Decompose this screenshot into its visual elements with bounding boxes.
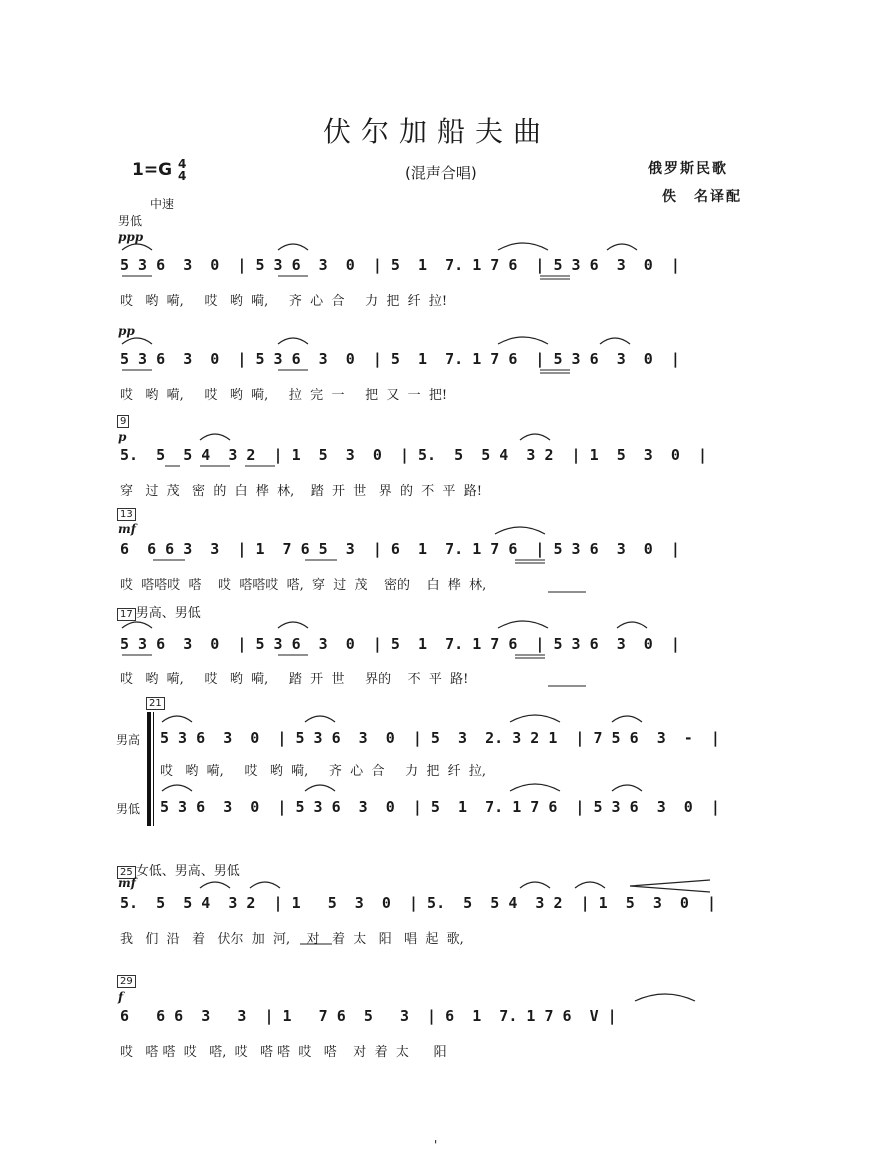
lyric-line: 哎 哟 嗬, 哎 哟 嗬, 齐 心 合 力 把 纤 拉, [160,764,487,779]
notation-line: 5 3 6 3 0 | 5 3 6 3 0 | 5 3 2. 3 2 1 | 7 5 6 3 - | [160,729,720,747]
lyric-line: 哎 嗒 嗒 哎 嗒, 哎 嗒 嗒 哎 嗒 对 着 太 阳 [120,1045,447,1060]
dynamic-mark: mf [118,522,136,536]
measure-number: 17 [117,608,136,621]
subtitle: (混声合唱) [405,164,477,182]
time-signature: 4 4 [178,157,187,183]
notation-line: 5 3 6 3 0 | 5 3 6 3 0 | 5 1 7. 1 7 6 | 5 3 6 3 0 | [120,635,680,653]
part-label: 男低 [116,802,141,816]
notation-line: 5 3 6 3 0 | 5 3 6 3 0 | 5 1 7. 1 7 6 | 5 3 6 3 0 | [160,798,720,816]
key-text: 1=G [132,160,173,180]
lyric-line: 穿 过 茂 密 的 白 桦 林, 踏 开 世 界 的 不 平 路! [120,484,482,499]
lyric-line: 我 们 沿 着 伏尔 加 河, 对 着 太 阳 唱 起 歌, [120,932,464,947]
notation-line: 5. 5 5 4 3 2 | 1 5 3 0 | 5. 5 5 4 3 2 | 1 5 3 0 | [120,446,707,464]
notation-line: 5 3 6 3 0 | 5 3 6 3 0 | 5 1 7. 1 7 6 | 5 3 6 3 0 | [120,350,680,368]
measure-number: 29 [117,975,136,988]
dynamic-mark: p [118,430,127,444]
part-label: 男高、男低 [135,606,201,621]
notation-line: 5 3 6 3 0 | 5 3 6 3 0 | 5 1 7. 1 7 6 | 5 3 6 3 0 | [120,256,680,274]
measure-number: 13 [117,508,136,521]
dynamic-mark: pp [118,324,135,338]
dynamic-mark: ppp [118,230,144,244]
measure-number: 9 [117,415,129,428]
notation-line: 6 6 6 3 3 | 1 7 6 5 3 | 6 1 7. 1 7 6 | 5 3 6 3 0 | [120,540,680,558]
page-title: 伏尔加船夫曲 [322,115,551,148]
lyric-line: 哎 嗒嗒哎 嗒 哎 嗒嗒哎 嗒, 穿 过 茂 密的 白 桦 林, [120,578,487,593]
tempo-marking: 中速 [150,197,175,211]
dynamic-mark: f [118,990,124,1004]
origin: 俄罗斯民歌 [648,161,728,177]
measure-number: 25 [117,866,136,879]
notation-line: 6 6 6 3 3 | 1 7 6 5 3 | 6 1 7. 1 7 6 V | [120,1007,617,1025]
dynamic-mark: mf [118,876,136,890]
part-label: 男高 [116,733,141,747]
lyric-line: 哎 哟 嗬, 哎 哟 嗬, 拉 完 一 把 又 一 把! [120,388,448,403]
lyric-line: 哎 哟 嗬, 哎 哟 嗬, 齐 心 合 力 把 纤 拉! [120,294,448,309]
arranger: 佚 名译配 [662,189,742,205]
part-label: 男低 [118,214,143,228]
lyric-line: 哎 哟 嗬, 哎 哟 嗬, 踏 开 世 界的 不 平 路! [120,672,469,687]
page-footer-mark: ' [434,1138,438,1152]
part-label: 女低、男高、男低 [135,864,240,879]
notation-line: 5. 5 5 4 3 2 | 1 5 3 0 | 5. 5 5 4 3 2 | 1 5 3 0 | [120,894,717,912]
measure-number: 21 [146,697,165,710]
